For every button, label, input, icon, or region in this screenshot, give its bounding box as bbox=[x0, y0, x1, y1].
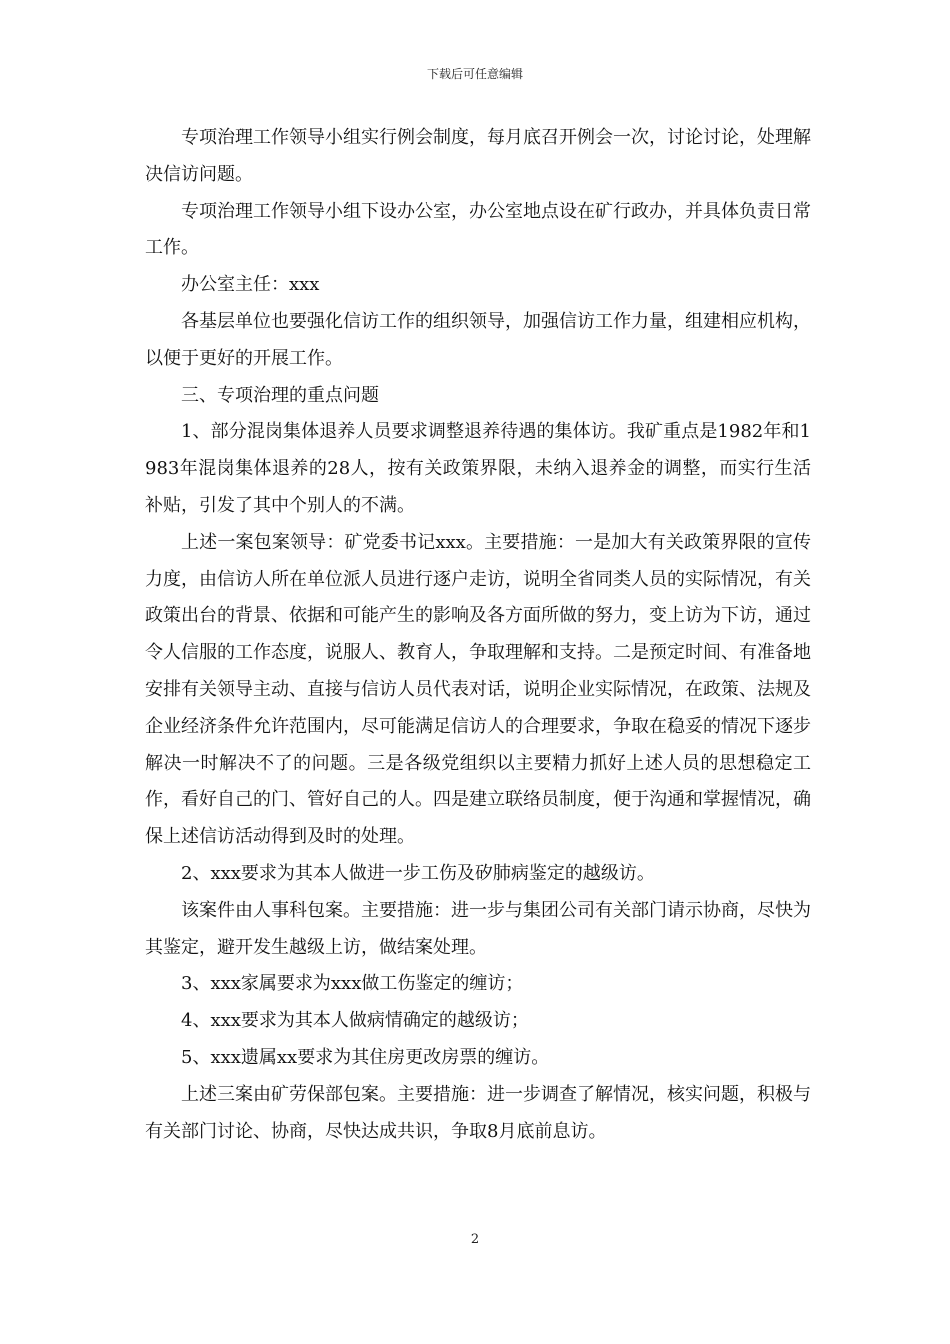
paragraph: 该案件由人事科包案。主要措施：进一步与集团公司有关部门请示协商，尽快为其鉴定，避开发生越级上访，做结案处理。 bbox=[145, 899, 811, 958]
paragraph: 各基层单位也要强化信访工作的组织领导，加强信访工作力量，组建相应机构，以便于更好的开展工作。 bbox=[145, 310, 811, 369]
paragraph: 办公室主任：xxx bbox=[181, 274, 320, 296]
paragraph: 专项治理工作领导小组下设办公室，办公室地点设在矿行政办，并具体负责日常工作。 bbox=[145, 200, 811, 259]
section-heading: 三、专项治理的重点问题 bbox=[181, 384, 379, 406]
paragraph: 专项治理工作领导小组实行例会制度，每月底召开例会一次，讨论讨论，处理解决信访问题。 bbox=[145, 127, 811, 185]
paragraph: 上述三案由矿劳保部包案。主要措施：进一步调查了解情况，核实问题，积极与有关部门讨论、协商，尽快达成共识，争取8月底前息访。 bbox=[145, 1083, 811, 1142]
paragraph: 3、xxx家属要求为xxx做工伤鉴定的缠访； bbox=[181, 973, 524, 995]
paragraph: 上述一案包案领导：矿党委书记xxx。主要措施：一是加大有关政策界限的宣传力度，由信访人所在单位派人员进行逐户走访，说明全省同类人员的实际情况，有关政策出台的背景、依据和可能产生的影响及各方面所做的努力，变上访为下访，通过令人信服的工作态度，说服人、教育人，争取理解和支持。二是预定时间、有准备地安排有关领导主动、直接与信访人员代表对话，说明企业实际情况，在政策、法规及企业经济条件允许范围内，尽可能满足信访人的合理要求，争取在稳妥的情况下逐步解决一时解决不了的问题。三是各级党组织以主要精力抓好上述人员的思想稳定工作，看好自己的门、管好自己的人。四是建立联络员制度，便于沟通和掌握情况，确保上述信访活动得到及时的处理。 bbox=[145, 531, 811, 848]
page-header: 下载后可任意编辑 bbox=[426, 67, 523, 81]
paragraph: 1、部分混岗集体退养人员要求调整退养待遇的集体访。我矿重点是1982年和1983年混岗集体退养的28人，按有关政策界限，未纳入退养金的调整，而实行生活补贴，引发了其中个别人的不满。 bbox=[145, 421, 811, 516]
paragraph: 5、xxx遗属xx要求为其住房更改房票的缠访。 bbox=[181, 1046, 550, 1068]
paragraph: 4、xxx要求为其本人做病情确定的越级访； bbox=[181, 1010, 529, 1032]
document-body bbox=[145, 120, 811, 1150]
paragraph: 2、xxx要求为其本人做进一步工伤及矽肺病鉴定的越级访。 bbox=[181, 862, 655, 884]
page-number: 2 bbox=[470, 1232, 480, 1247]
